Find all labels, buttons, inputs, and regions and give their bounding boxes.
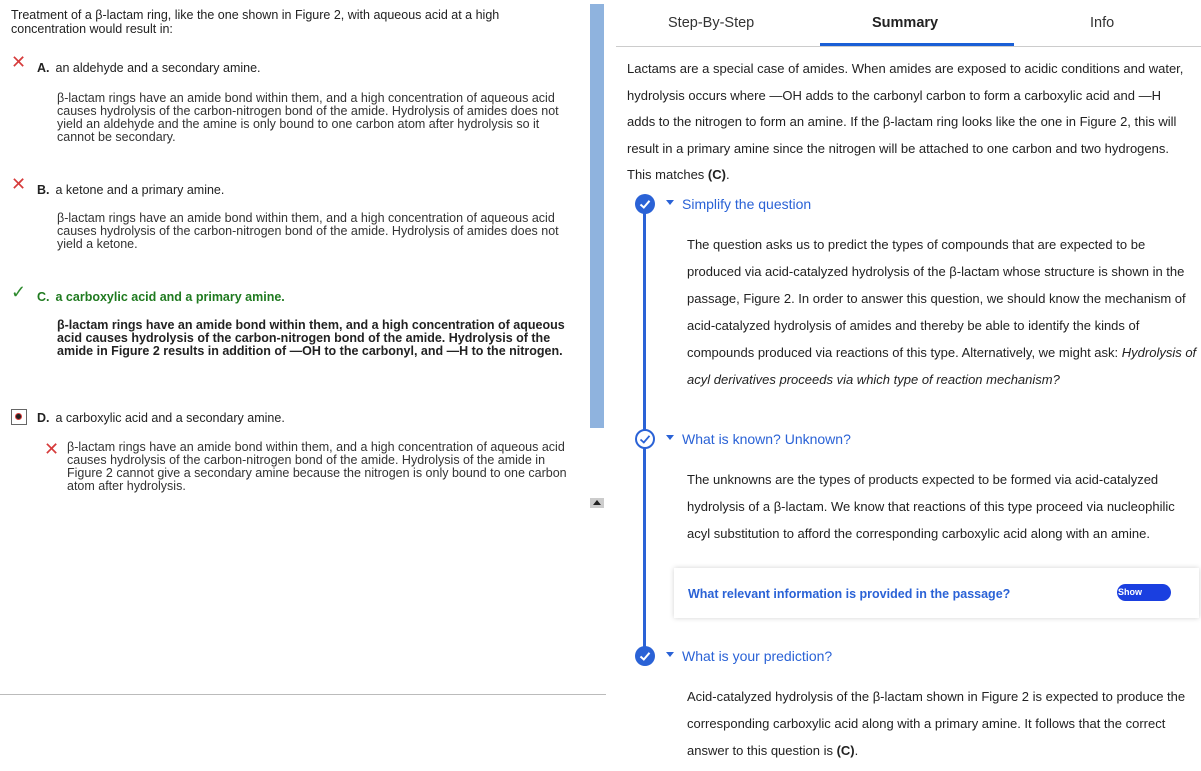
check-circle-outline-icon — [635, 429, 655, 449]
radio-dot — [15, 413, 22, 420]
choice-letter: C. — [37, 290, 50, 304]
info-box-label: What relevant information is provided in the passage? — [688, 587, 1011, 601]
divider — [0, 694, 606, 695]
step-prediction-body — [687, 683, 1197, 764]
step-simplify-title[interactable]: Simplify the question — [682, 196, 812, 212]
caret-down-icon[interactable] — [666, 200, 674, 205]
caret-down-icon[interactable] — [666, 652, 674, 657]
step-end: . — [854, 743, 859, 758]
tab-bar — [616, 0, 1201, 47]
step-answer: (C) — [836, 743, 855, 758]
step-text: The question asks us to predict the types of compounds that are expected to be produced via acid-catalyzed hydrolysis of the β-lactam whose structure is shown in the passage, Figure 2. In order to answer this question, we should know the mechanism of acid-catalyzed hydrolysis of amides and thereby be able to identify the kinds of compounds produced via reactions of this type. Alternatively, we might ask: — [687, 237, 1186, 360]
step-prediction-title[interactable]: What is your prediction? — [682, 648, 833, 664]
incorrect-x-icon: ✕ — [44, 439, 60, 459]
scrollbar-thumb[interactable] — [590, 4, 604, 428]
show-button[interactable]: Show — [1117, 584, 1171, 601]
check-circle-icon — [635, 194, 655, 214]
choice-d-explanation: β-lactam rings have an amide bond within them, and a high concentration of aqueous acid causes hydrolysis of the carbon-nitrogen bond of the amide. Hydrolysis of the amide in Figure 2 cannot give a secondary amine because the nitrogen is only bound to one carbon atom after hydrolysis. — [67, 440, 567, 493]
question-panel — [0, 0, 590, 771]
choice-b[interactable] — [37, 183, 224, 197]
question-text: Treatment of a β-lactam ring, like the one shown in Figure 2, with aqueous acid at a high concentration would result in: — [11, 8, 500, 36]
step-known-title[interactable]: What is known? Unknown? — [682, 431, 851, 447]
step-simplify-body — [687, 231, 1197, 393]
summary-text — [627, 56, 1192, 189]
scroll-up-arrow-icon[interactable] — [590, 498, 604, 508]
passage-info-box — [674, 568, 1199, 618]
incorrect-x-icon: ✕ — [11, 52, 27, 72]
choice-d[interactable] — [37, 411, 285, 425]
choice-b-explanation: β-lactam rings have an amide bond within them, and a high concentration of aqueous acid causes hydrolysis of the carbon-nitrogen bond of the amide. Hydrolysis of amides does not yield a ketone. — [57, 211, 559, 251]
caret-down-icon[interactable] — [666, 435, 674, 440]
summary-end: . — [725, 167, 730, 182]
summary-answer: (C) — [707, 167, 726, 182]
choice-c-explanation: β-lactam rings have an amide bond within them, and a high concentration of aqueous acid causes hydrolysis of the carbon-nitrogen bond of the amide. Hydrolysis of the amide in Figure 2 results in addition of —OH to the carbonyl, and —H to the nitrogen. — [57, 318, 565, 358]
step-known-body: The unknowns are the types of products expected to be formed via acid-catalyzed hydrolysis of a β-lactam. We know that reactions of this type proceed via nucleophilic acyl substitution to afford the corresponding carboxylic acid along with an amine. — [687, 472, 1175, 541]
tab-step-by-step[interactable]: Step-By-Step — [668, 15, 755, 31]
correct-check-icon: ✓ — [11, 282, 27, 302]
tab-summary[interactable]: Summary — [872, 15, 939, 31]
choice-text: a ketone and a primary amine. — [55, 183, 225, 197]
choice-c[interactable] — [37, 290, 285, 304]
check-circle-icon — [635, 646, 655, 666]
choice-text: a carboxylic acid and a primary amine. — [55, 290, 285, 304]
summary-body: Lactams are a special case of amides. When amides are exposed to acidic conditions and water, hydrolysis occurs where —OH adds to the carbonyl carbon to form a carboxylic acid and —H adds to the nitrogen to form an amine. If the β-lactam ring looks like the one in Figure 2, this will result in a primary amine since the nitrogen will be attached to one carbon and two hydrogens. This matches — [627, 61, 1184, 182]
active-tab-indicator — [820, 43, 1014, 46]
choice-letter: D. — [37, 411, 50, 425]
explanation-panel — [606, 0, 1201, 771]
step-italic: Hydrolysis of acyl derivatives proceeds via which type of reaction mechanism? — [687, 345, 1197, 387]
choice-text: an aldehyde and a secondary amine. — [55, 61, 261, 75]
step-text: Acid-catalyzed hydrolysis of the β-lactam shown in Figure 2 is expected to produce the corresponding carboxylic acid along with a primary amine. It follows that the correct answer to this question is — [687, 689, 1186, 758]
choice-text: a carboxylic acid and a secondary amine. — [55, 411, 285, 425]
choice-letter: B. — [37, 183, 50, 197]
incorrect-x-icon: ✕ — [11, 174, 27, 194]
choice-letter: A. — [37, 61, 50, 75]
choice-a[interactable] — [37, 61, 261, 75]
choice-a-explanation: β-lactam rings have an amide bond within them, and a high concentration of aqueous acid causes hydrolysis of the carbon-nitrogen bond of the amide. Hydrolysis of amides does not yield an aldehyde and the amine is only bound to one carbon atom after hydrolysis so it cannot be secondary. — [57, 91, 559, 144]
selected-radio-icon[interactable] — [11, 409, 27, 425]
tab-info[interactable]: Info — [1090, 15, 1115, 31]
